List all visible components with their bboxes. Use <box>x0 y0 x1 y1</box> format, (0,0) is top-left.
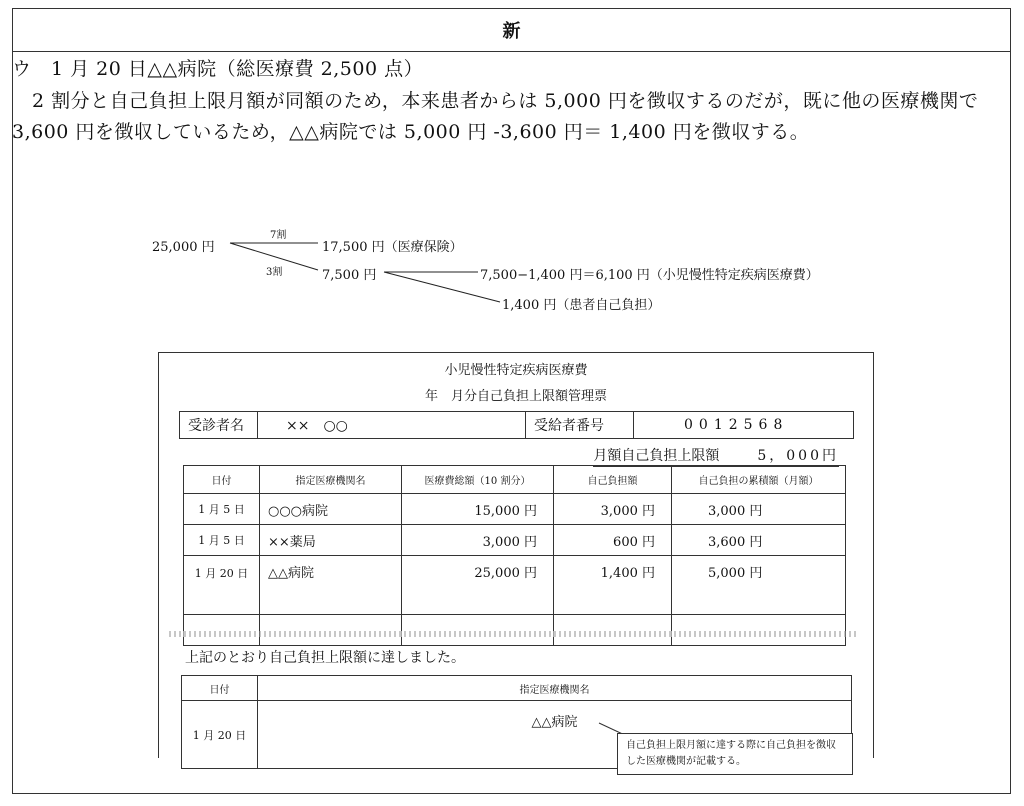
row-date: 1 月 5 日 <box>184 494 260 525</box>
limit-management-form <box>158 352 874 767</box>
col-date: 日付 <box>184 466 260 494</box>
row-burden: 3,000 円 <box>554 494 672 525</box>
form-subtitle: 年 月分自己負担上限額管理票 <box>424 389 607 404</box>
limit-label: 月額自己負担上限額 <box>593 448 720 464</box>
diagram-total: 25,000 円 <box>152 240 215 255</box>
reached-statement: 上記のとおり自己負担上限額に達しました。 <box>185 650 465 666</box>
number-value: 0012568 <box>684 417 789 433</box>
col-institution: 指定医療機関名 <box>260 466 402 494</box>
number-label: 受給者番号 <box>526 412 634 438</box>
diagram-insurance: 17,500 円（医療保険） <box>322 240 463 255</box>
diagram-ratio3: 3割 <box>266 267 283 278</box>
diagram-ratio7: 7割 <box>270 230 287 241</box>
row-burden: 1,400 円 <box>554 556 672 615</box>
diagram-patient: 1,400 円（患者自己負担） <box>502 298 661 313</box>
case-heading: ウ 1 月 20 日△△病院（総医療費 2,500 点） <box>12 58 424 80</box>
recipient-label: 受診者名 <box>180 412 258 438</box>
row-institution: △△病院 <box>260 556 402 615</box>
form-title: 小児慢性特定疾病医療費 <box>444 363 588 378</box>
reached-col-date: 日付 <box>182 676 258 701</box>
reached-col-institution: 指定医療機関名 <box>258 676 852 701</box>
reached-header-row <box>182 676 852 701</box>
row-cumulative: 5,000 円 <box>672 556 846 615</box>
row-cumulative: 3,600 円 <box>672 525 846 556</box>
row-institution: ××薬局 <box>260 525 402 556</box>
row-total: 25,000 円 <box>402 556 554 615</box>
row-institution: ○○○病院 <box>260 494 402 525</box>
reached-date: 1 月 20 日 <box>182 701 258 769</box>
col-burden: 自己負担額 <box>554 466 672 494</box>
row-cumulative: 3,000 円 <box>672 494 846 525</box>
table-row-empty <box>184 615 846 646</box>
explanation-text: 2 割分と自己負担上限月額が同額のため，本来患者からは 5,000 円を徴収するのだが，既に他の医療機関で 3,600 円を徴収しているため，△△病院では 5,000 円 -3,600 円＝ 1,400 円を徴収する。 <box>12 90 979 143</box>
burden-table <box>183 465 846 646</box>
row-date: 1 月 5 日 <box>184 525 260 556</box>
limit-value: 5，000円 <box>757 448 839 464</box>
col-cumulative: 自己負担の累積額（月額） <box>672 466 846 494</box>
diagram-subsidy: 7,500−1,400 円＝6,100 円（小児慢性特定疾病医療費） <box>480 268 819 283</box>
table-header-row <box>184 466 846 494</box>
row-burden: 600 円 <box>554 525 672 556</box>
row-total: 15,000 円 <box>402 494 554 525</box>
tear-line <box>169 631 859 637</box>
note-callout: 自己負担上限月額に達する際に自己負担を徴収した医療機関が記載する。 <box>617 733 853 775</box>
row-date: 1 月 20 日 <box>184 556 260 615</box>
table-row <box>184 556 846 615</box>
table-row <box>184 494 846 525</box>
reached-institution: △△病院 <box>258 701 852 769</box>
diagram-share: 7,500 円 <box>322 268 377 283</box>
header-title: 新 <box>502 21 521 42</box>
row-total: 3,000 円 <box>402 525 554 556</box>
monthly-limit <box>593 445 839 467</box>
recipient-info <box>179 411 854 439</box>
recipient-value: ×× ○○ <box>258 412 526 438</box>
table-row <box>184 525 846 556</box>
col-total: 医療費総額（10 割分） <box>402 466 554 494</box>
